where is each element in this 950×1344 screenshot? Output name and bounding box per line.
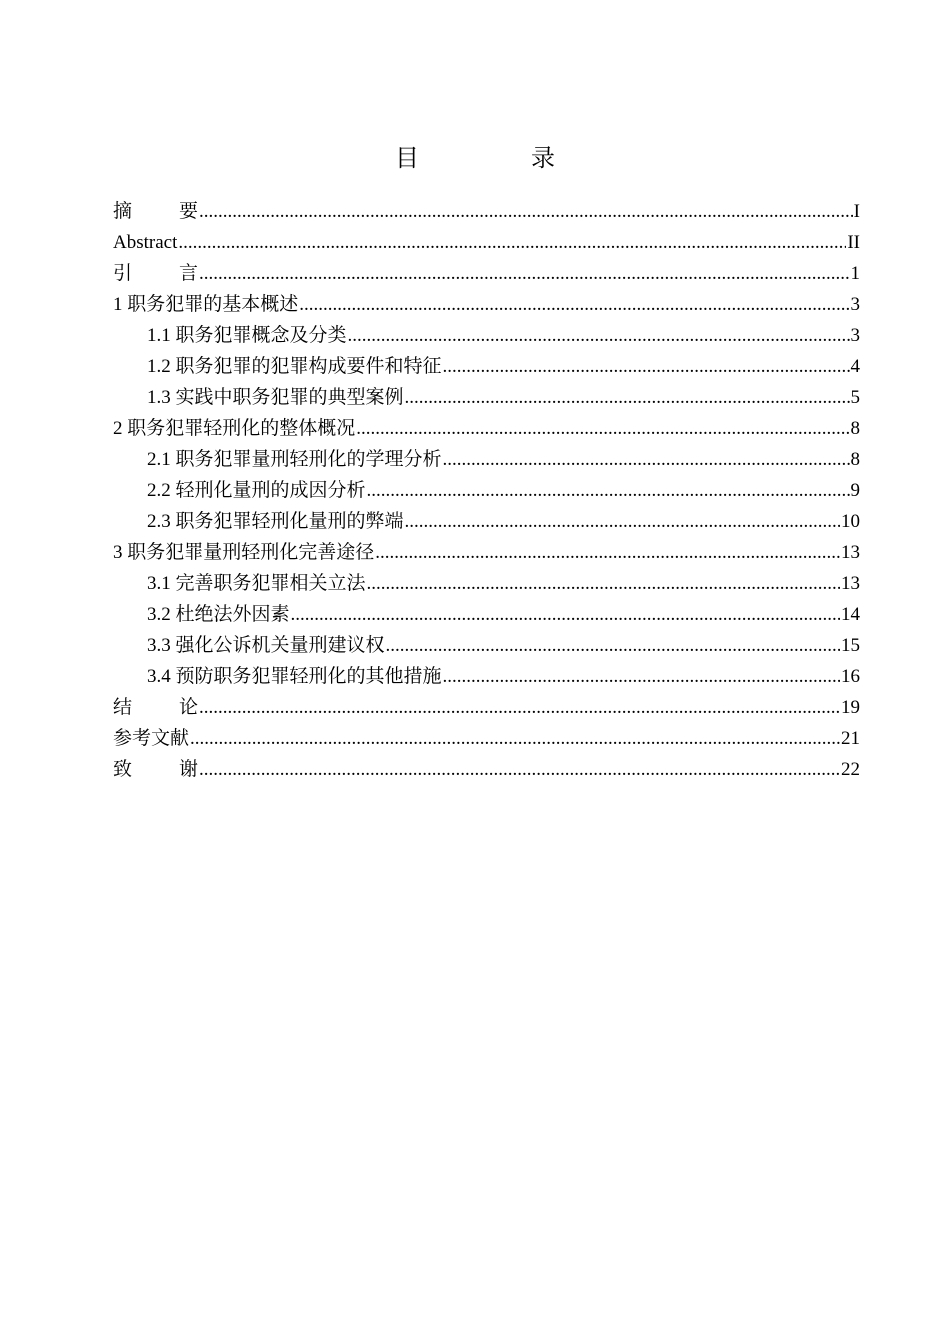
toc-entry-page: 10 (841, 511, 860, 532)
toc-entry-page: 19 (841, 697, 860, 718)
toc-entry-section-2-1[interactable] (113, 444, 860, 475)
toc-entry-section-2-2[interactable] (113, 475, 860, 506)
toc-entry-label: 参考文献 (113, 728, 190, 749)
toc-entry-label-last-char: 论 (179, 697, 199, 718)
toc-leader-dots (199, 692, 840, 723)
toc-entry-label: 2.3 职务犯罪轻刑化量刑的弊端 (147, 511, 404, 532)
toc-entry-chapter-3[interactable] (113, 537, 860, 568)
toc-entry-label-last-char: 言 (179, 263, 199, 284)
toc-entry-abstract-cn[interactable] (113, 196, 860, 227)
toc-entry-page: 8 (850, 418, 860, 439)
toc-leader-dots (405, 506, 840, 537)
toc-entry-page: 22 (841, 759, 860, 780)
toc-entry-page: 16 (841, 666, 860, 687)
toc-leader-dots (348, 320, 850, 351)
toc-entry-conclusion[interactable] (113, 692, 860, 723)
toc-entry-section-3-4[interactable] (113, 661, 860, 692)
toc-entry-acknowledgements[interactable] (113, 754, 860, 785)
toc-leader-dots (386, 630, 840, 661)
toc-entry-label: 1.2 职务犯罪的犯罪构成要件和特征 (147, 356, 442, 377)
toc-entry-page: 9 (850, 480, 860, 501)
toc-entry-page: 3 (850, 294, 860, 315)
toc-entry-label: 引言 (113, 263, 199, 284)
toc-entry-page: 13 (841, 542, 860, 563)
toc-entry-label-last-char: 要 (179, 201, 199, 222)
toc-entry-section-3-3[interactable] (113, 630, 860, 661)
toc-entry-label: 摘要 (113, 201, 199, 222)
toc-title: 目 录 (395, 146, 599, 172)
toc-entry-label: 2 职务犯罪轻刑化的整体概况 (113, 418, 356, 439)
toc-entry-page: 4 (850, 356, 860, 377)
toc-leader-dots (443, 351, 850, 382)
toc-entry-label: 结论 (113, 697, 199, 718)
toc-entry-section-1-1[interactable] (113, 320, 860, 351)
toc-entry-section-2-3[interactable] (113, 506, 860, 537)
toc-entry-label: 3.1 完善职务犯罪相关立法 (147, 573, 366, 594)
toc-leader-dots (199, 754, 840, 785)
toc-entry-label: 3.4 预防职务犯罪轻刑化的其他措施 (147, 666, 442, 687)
toc-entry-label-last-char: 谢 (179, 759, 199, 780)
toc-entry-abstract-en[interactable] (113, 227, 860, 258)
toc-leader-dots (190, 723, 840, 754)
toc-entry-page: 15 (841, 635, 860, 656)
toc-entry-introduction[interactable] (113, 258, 860, 289)
toc-entry-label: 3.2 杜绝法外因素 (147, 604, 290, 625)
toc-leader-dots (443, 444, 850, 475)
toc-entry-label: 3 职务犯罪量刑轻刑化完善途径 (113, 542, 375, 563)
toc-entry-chapter-2[interactable] (113, 413, 860, 444)
toc-leader-dots (178, 227, 846, 258)
toc-leader-dots (367, 475, 850, 506)
toc-leader-dots (299, 289, 849, 320)
toc-entry-page: 1 (850, 263, 860, 284)
toc-entry-chapter-1[interactable] (113, 289, 860, 320)
toc-entry-label: Abstract (113, 232, 178, 253)
toc-leader-dots (367, 568, 840, 599)
toc-leader-dots (443, 661, 840, 692)
toc-list (113, 196, 860, 785)
toc-leader-dots (375, 537, 840, 568)
toc-leader-dots (199, 196, 853, 227)
toc-entry-label: 1.1 职务犯罪概念及分类 (147, 325, 347, 346)
toc-leader-dots (291, 599, 840, 630)
toc-entry-section-3-1[interactable] (113, 568, 860, 599)
toc-entry-page: 14 (841, 604, 860, 625)
toc-entry-section-3-2[interactable] (113, 599, 860, 630)
toc-entry-label: 2.2 轻刑化量刑的成因分析 (147, 480, 366, 501)
toc-entry-label: 1.3 实践中职务犯罪的典型案例 (147, 387, 404, 408)
toc-entry-label: 3.3 强化公诉机关量刑建议权 (147, 635, 385, 656)
toc-leader-dots (405, 382, 850, 413)
toc-entry-section-1-3[interactable] (113, 382, 860, 413)
toc-leader-dots (199, 258, 849, 289)
toc-entry-label: 1 职务犯罪的基本概述 (113, 294, 299, 315)
toc-entry-section-1-2[interactable] (113, 351, 860, 382)
toc-entry-page: 5 (850, 387, 860, 408)
toc-entry-references[interactable] (113, 723, 860, 754)
toc-entry-page: 8 (850, 449, 860, 470)
toc-entry-page: 3 (850, 325, 860, 346)
toc-entry-label: 致谢 (113, 759, 199, 780)
toc-leader-dots (356, 413, 849, 444)
toc-entry-page: 21 (841, 728, 860, 749)
toc-entry-label: 2.1 职务犯罪量刑轻刑化的学理分析 (147, 449, 442, 470)
toc-entry-page: I (853, 201, 860, 222)
toc-entry-page: 13 (841, 573, 860, 594)
toc-entry-page: II (847, 232, 860, 253)
